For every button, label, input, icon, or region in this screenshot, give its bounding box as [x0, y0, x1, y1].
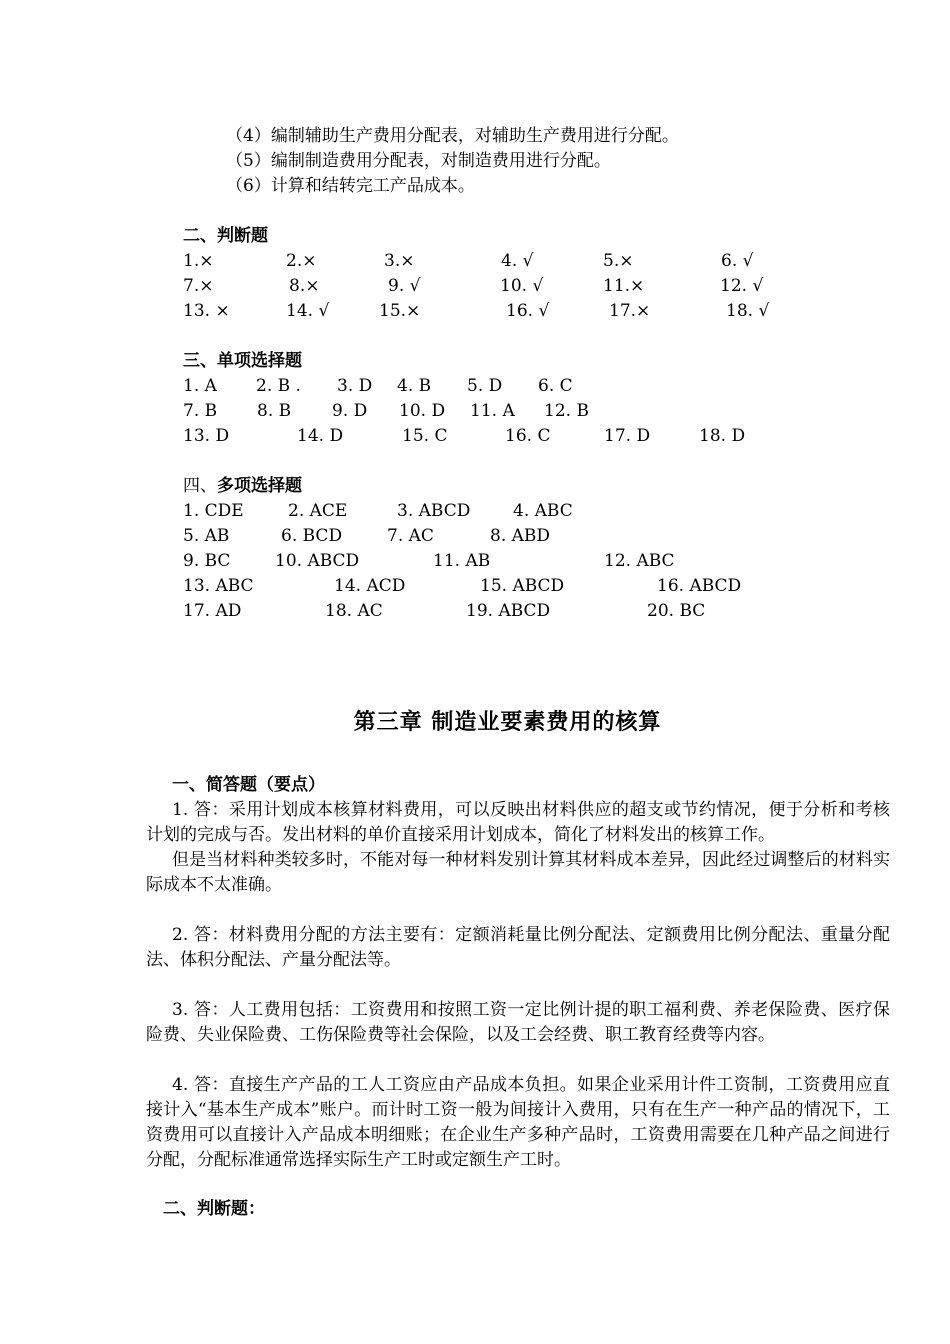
answer-cell: 6. BCD: [281, 526, 343, 546]
chapter-title: 第三章 制造业要素费用的核算: [353, 709, 662, 735]
step-4: （4）编制辅助生产费用分配表，对辅助生产费用进行分配。: [226, 126, 679, 146]
answer-paragraph-1-cont: 但是当材料种类较多时，不能对每一种材料发别计算其材料成本差异，因此经过调整后的材料实际成本不太准确。: [146, 850, 890, 895]
answer-cell: 18. √: [726, 301, 770, 321]
answer-cell: 4. ABC: [513, 501, 573, 521]
multi-choice-heading-prefix: 四、: [183, 476, 217, 496]
answer-cell: 9. BC: [183, 551, 231, 571]
answer-cell: 10. ABCD: [275, 551, 360, 571]
answer-cell: 14. D: [297, 426, 344, 446]
answer-cell: 8. ABD: [490, 526, 551, 546]
answer-cell: 17. AD: [183, 601, 242, 621]
answer-paragraph-4: 4. 答：直接生产产品的工人工资应由产品成本负担。如果企业采用计件工资制，工资费用应直接计入“基本生产成本”账户。而计时工资一般为间接计入费用，只有在生产一种产品的情况下，工资费用可以直接计入产品成本明细账；在企业生产多种产品时，工资费用需要在几种产品之间进行分配，分配标准通常选择实际生产工时或定额生产工时。: [146, 1075, 890, 1170]
answer-cell: 8. B: [257, 401, 292, 421]
answer-cell: 10. √: [500, 276, 544, 296]
answer-cell: 4. B: [397, 376, 432, 396]
answer-cell: 1. A: [183, 376, 217, 396]
answer-paragraph-1: 1. 答：采用计划成本核算材料费用，可以反映出材料供应的超支或节约情况，便于分析和考核计划的完成与否。发出材料的单价直接采用计划成本，简化了材料发出的核算工作。: [146, 800, 890, 845]
answer-cell: 13. D: [183, 426, 230, 446]
answer-cell: 18. AC: [325, 601, 383, 621]
answer-cell: 7. AC: [387, 526, 434, 546]
answer-cell: 15. C: [402, 426, 448, 446]
answer-cell: 10. D: [399, 401, 446, 421]
chapter-judgement-heading: 二、判断题：: [163, 1199, 265, 1219]
single-choice-heading: 三、单项选择题: [183, 351, 302, 371]
answer-cell: 12. ABC: [604, 551, 675, 571]
answer-cell: 20. BC: [647, 601, 706, 621]
answer-paragraph-2: 2. 答：材料费用分配的方法主要有：定额消耗量比例分配法、定额费用比例分配法、重量分配法、体积分配法、产量分配法等。: [146, 925, 890, 970]
answer-cell: 3. ABCD: [397, 501, 471, 521]
answer-cell: 5. AB: [183, 526, 230, 546]
answer-cell: 5. D: [467, 376, 503, 396]
answer-cell: 16. √: [506, 301, 550, 321]
answer-cell: 11. AB: [433, 551, 491, 571]
answer-cell: 15.×: [379, 301, 421, 321]
answer-cell: 16. C: [505, 426, 551, 446]
answer-cell: 2. ACE: [288, 501, 348, 521]
answer-paragraph-3: 3. 答：人工费用包括：工资费用和按照工资一定比例计提的职工福利费、养老保险费、医疗保险费、失业保险费、工伤保险费等社会保险，以及工会经费、职工教育经费等内容。: [146, 1000, 890, 1045]
answer-cell: 11. A: [470, 401, 515, 421]
answer-cell: 9. D: [332, 401, 368, 421]
answer-cell: 19. ABCD: [466, 601, 551, 621]
answer-cell: 12. B: [544, 401, 589, 421]
answer-cell: 6. C: [538, 376, 573, 396]
answer-cell: 2.×: [286, 251, 317, 271]
multi-choice-heading-text: 多项选择题: [217, 476, 302, 496]
short-answer-heading: 一、简答题（要点）: [172, 775, 325, 795]
answer-cell: 3. D: [337, 376, 373, 396]
answer-cell: 17. D: [604, 426, 651, 446]
answer-cell: 9. √: [388, 276, 421, 296]
answer-cell: 1. CDE: [183, 501, 244, 521]
answer-cell: 7. B: [183, 401, 218, 421]
step-6: （6）计算和结转完工产品成本。: [226, 176, 475, 196]
answer-cell: 3.×: [384, 251, 415, 271]
answer-cell: 1.×: [183, 251, 214, 271]
answer-cell: 18. D: [699, 426, 746, 446]
answer-cell: 13. ABC: [183, 576, 254, 596]
answer-cell: 11.×: [603, 276, 645, 296]
answer-cell: 14. √: [286, 301, 330, 321]
answer-cell: 8.×: [289, 276, 320, 296]
answer-cell: 17.×: [609, 301, 651, 321]
answer-cell: 5.×: [603, 251, 634, 271]
multi-choice-heading: [183, 474, 302, 499]
answer-cell: 6. √: [721, 251, 754, 271]
answer-cell: 13. ×: [183, 301, 230, 321]
answer-cell: 16. ABCD: [657, 576, 742, 596]
answer-cell: 12. √: [720, 276, 764, 296]
judgement-heading: 二、判断题: [183, 226, 268, 246]
answer-cell: 2. B .: [256, 376, 301, 396]
answer-cell: 4. √: [501, 251, 534, 271]
answer-cell: 7.×: [183, 276, 214, 296]
answer-cell: 15. ABCD: [480, 576, 565, 596]
answer-cell: 14. ACD: [334, 576, 406, 596]
step-5: （5）编制制造费用分配表，对制造费用进行分配。: [226, 151, 611, 171]
